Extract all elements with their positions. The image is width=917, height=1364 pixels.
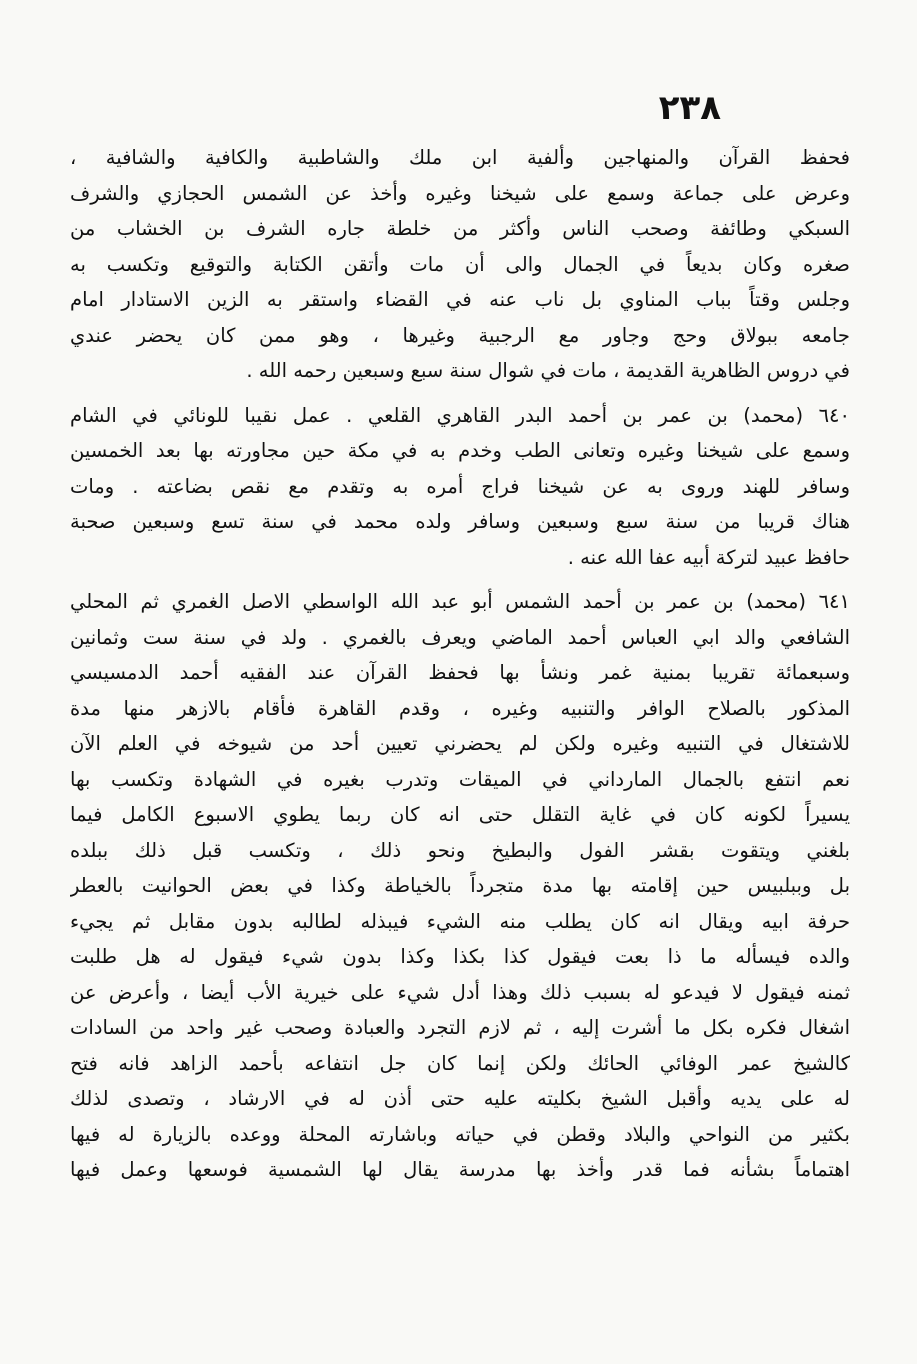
text-line: للاشتغال في التنبيه وغيره ولكن لم يحضرني تعيين أحد من شيوخه في العلم الآن <box>70 732 850 755</box>
text-line: بل وببلبيس حين إقامته بها مدة متجرداً بالخياطة وكذا في بعض الحوانيت بالعطر <box>70 874 850 897</box>
text-line: وسمع على شيخنا وغيره وتعانى الطب وخدم به في مكة حين مجاورته بها بعد الخمسين <box>70 439 850 462</box>
text-line: ثمنه فيقول لا فيدعو له بسبب ذلك وهذا أدل شيء على خيرية الأب أيضا ، وأعرض عن <box>70 980 850 1004</box>
text-line: صغره وكان بديعاً في الجمال والى أن مات وأتقن الكتابة والتوقيع وتكسب به <box>70 252 850 276</box>
text-line: بلغني ويتقوت بقشر الفول والبطيخ ونحو ذلك ، وتكسب قبل ذلك ببلده <box>70 838 850 862</box>
text-line: حرفة ابيه ويقال انه كان يطلب منه الشيء فيبذله لطالبه بدون مقابل ثم يجيء <box>70 909 850 933</box>
text-line: بكثير من النواحي والبلاد وقطن في حياته وباشارته المحلة ووعده بالزيارة له فيها <box>70 1122 850 1146</box>
text-line: وعرض على جماعة وسمع على شيخنا وغيره وأخذ عن الشمس الحجازي والشرف <box>70 181 850 205</box>
text-line: السبكي وطائفة وصحب الناس وأكثر من خلطة جاره الشرف بن الخشاب من <box>70 217 850 240</box>
text-line: نعم انتفع بالجمال المارداني في الميقات وتدرب بغيره في الشهادة وتكسب بها <box>70 767 850 791</box>
text-line: حافظ عبيد لتركة أبيه عفا الله عنه . <box>567 545 850 569</box>
text-line: الشافعي والد ابي العباس أحمد الماضي ويعرف بالغمري . ولد في سنة ست وثمانين <box>70 625 850 649</box>
paragraph-continuation <box>70 140 850 389</box>
text-line: وجلس وقتاً بباب المناوي بل ناب عنه في القضاء واستقر به الزين الاستادار امام <box>70 288 850 311</box>
text-line: هناك قريبا من سنة سبع وسبعين وسافر ولده محمد في سنة تسع وسبعين صحبة <box>70 510 850 533</box>
text-line: جامعه ببولاق وحج وجاور مع الرجبية وغيرها ، وهو ممن كان يحضر عندي <box>70 323 850 347</box>
page-number: ٢٣٨ <box>658 88 721 128</box>
text-line: ٦٤١ (محمد) بن عمر بن أحمد الشمس أبو عبد الله الواسطي الاصل الغمري ثم المحلي <box>70 590 850 613</box>
page-body <box>70 140 850 1188</box>
text-line: اهتماماً بشأنه فما قدر وأخذ بها مدرسة يقال لها الشمسية فوسعها وعمل فيها <box>70 1158 850 1181</box>
entry-641 <box>70 584 850 1188</box>
text-line: له على يديه وأقبل الشيخ بكليته عليه حتى أذن له في الارشاد ، وتصدى لذلك <box>70 1087 850 1110</box>
text-line: كالشيخ عمر الوفائي الحائك ولكن إنما كان جل انتفاعه بأحمد الزاهد فانه فتح <box>70 1051 850 1075</box>
text-line: وسافر للهند وروى به عن شيخنا فراج أمره به وتقدم مع نقص بضاعته . ومات <box>70 474 850 498</box>
text-line: فحفظ القرآن والمنهاجين وألفية ابن ملك والشاطبية والكافية والشافية ، <box>70 146 850 169</box>
text-line: يسيراً لكونه كان في غاية التقلل حتى انه كان ربما يطوي الاسبوع الكامل فيما <box>70 803 850 826</box>
text-line: المذكور بالصلاح الوافر والتنبيه وغيره ، وقدم القاهرة فأقام بالازهر منها مدة <box>70 696 850 720</box>
entry-640 <box>70 398 850 576</box>
text-line: ٦٤٠ (محمد) بن عمر بن أحمد البدر القاهري القلعي . عمل نقيبا للونائي في الشام <box>70 403 850 427</box>
text-line: وسبعمائة تقريبا بمنية غمر ونشأ بها فحفظ القرآن عند الفقيه أحمد الدمسيسي <box>70 661 850 684</box>
text-line: في دروس الظاهرية القديمة ، مات في شوال سنة سبع وسبعين رحمه الله . <box>246 359 850 382</box>
text-line: والده فيسأله ما ذا بعت فيقول كذا بكذا وكذا بدون شيء فيقول له هل طلبت <box>70 945 850 968</box>
text-line: اشغال فكره بكل ما أشرت إليه ، ثم لازم التجرد والعبادة وصحب غير واحد من السادات <box>70 1016 850 1039</box>
